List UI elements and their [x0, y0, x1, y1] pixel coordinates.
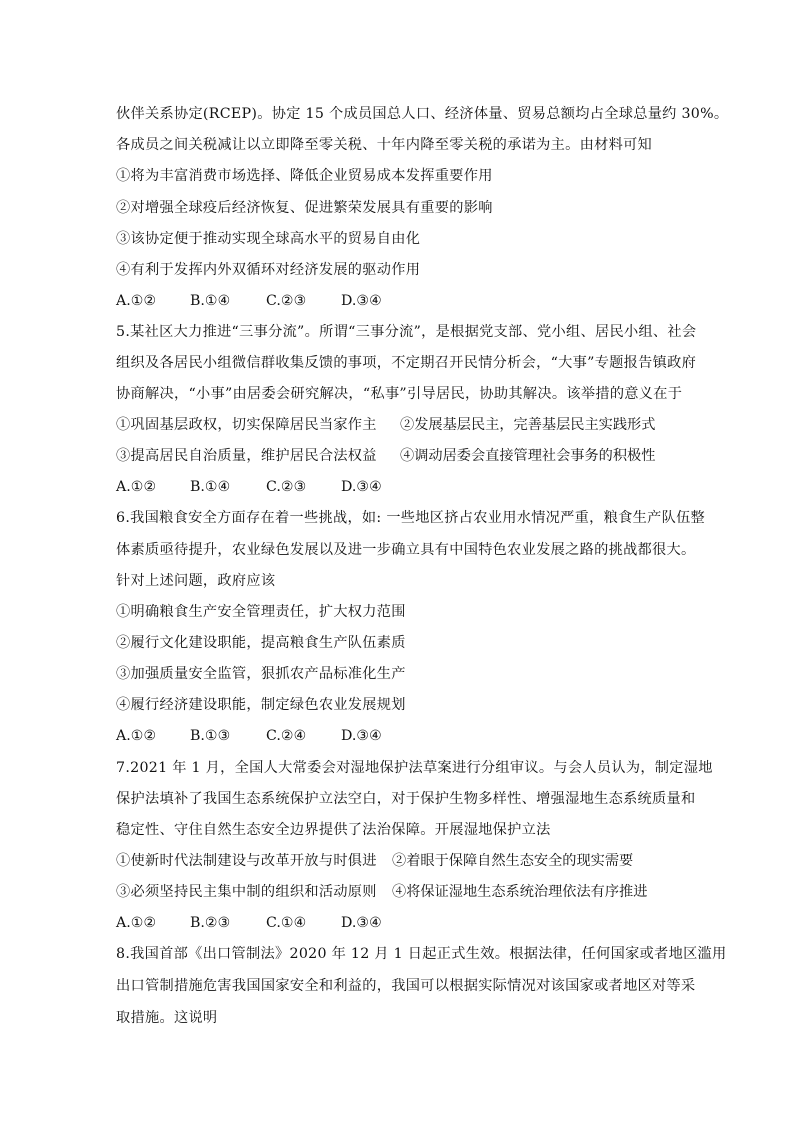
q6-stem-line-1: 6.我国粮食安全方面存在着一些挑战，如: 一些地区挤占农业用水情况严重，粮食生产队伍整 [116, 510, 706, 526]
q5-stem-line-3: 协商解决，“小事”由居委会研究解决，“私事”引导居民，协助其解决。该举措的意义在于 [116, 386, 683, 402]
answer-choice-b: B.②③ [190, 915, 231, 931]
q7-option-2: ②着眼于保障自然生态安全的现实需要 [392, 853, 634, 869]
q4-option-1: ①将为丰富消费市场选择、降低企业贸易成本发挥重要作用 [116, 168, 493, 184]
q5-option-1: ①巩固基层政权，切实保障居民当家作主 [116, 417, 377, 433]
answer-choice-a: A.①② [116, 915, 157, 931]
q6-option-1: ①明确粮食生产安全管理责任，扩大权力范围 [116, 604, 406, 620]
q7-option-3: ③必须坚持民主集中制的组织和活动原则 [116, 884, 377, 900]
answer-choice-d: D.③④ [341, 728, 382, 744]
q7-option-1: ①使新时代法制建设与改革开放与时俱进 [116, 853, 377, 869]
answer-choice-d: D.③④ [341, 293, 382, 309]
q6-option-2: ②履行文化建设职能，提高粮食生产队伍素质 [116, 635, 406, 651]
q5-stem-line-1: 5.某社区大力推进“三事分流”。所谓“三事分流”，是根据党支部、党小组、居民小组、社会 [116, 324, 697, 340]
q5-stem-line-2: 组织及各居民小组微信群收集反馈的事项，不定期召开民情分析会，“大事”专题报告镇政府 [116, 355, 697, 371]
answer-choice-a: A.①② [116, 479, 157, 495]
q5-option-2: ②发展基层民主，完善基层民主实践形式 [400, 417, 656, 433]
answer-choice-d: D.③④ [341, 479, 382, 495]
q6-option-4: ④履行经济建设职能，制定绿色农业发展规划 [116, 697, 406, 713]
answer-choice-b: B.①④ [190, 479, 231, 495]
answer-choice-b: B.①④ [190, 293, 231, 309]
answer-choice-b: B.①③ [190, 728, 231, 744]
q4-option-4: ④有利于发挥内外双循环对经济发展的驱动作用 [116, 262, 421, 278]
answer-choice-c: C.①④ [266, 915, 307, 931]
q7-stem-line-3: 稳定性、守住自然生态安全边界提供了法治保障。开展湿地保护立法 [116, 822, 551, 838]
answer-choice-a: A.①② [116, 293, 157, 309]
q7-stem-line-2: 保护法填补了我国生态系统保护立法空白，对于保护生物多样性、增强湿地生态系统质量和 [116, 791, 696, 807]
q4-option-2: ②对增强全球疫后经济恢复、促进繁荣发展具有重要的影响 [116, 200, 493, 216]
answer-choice-a: A.①② [116, 728, 157, 744]
q8-stem-line-3: 取措施。这说明 [116, 1010, 218, 1026]
q4-stem-line-1: 伙伴关系协定(RCEP)。协定 15 个成员国总人口、经济体量、贸易总额均占全球总量约 30%。 [116, 106, 729, 122]
q6-stem-line-3: 针对上述问题，政府应该 [116, 573, 276, 589]
q8-stem-line-2: 出口管制措施危害我国国家安全和利益的，我国可以根据实际情况对该国家或者地区对等采 [116, 978, 696, 994]
q6-option-3: ③加强质量安全监管，狠抓农产品标准化生产 [116, 666, 406, 682]
q5-option-4: ④调动居委会直接管理社会事务的积极性 [400, 448, 656, 464]
q8-stem-line-1: 8.我国首部《出口管制法》2020 年 12 月 1 日起正式生效。根据法律，任何国家或者地区滥用 [116, 946, 727, 962]
answer-choice-c: C.②④ [266, 728, 307, 744]
q5-option-3: ③提高居民自治质量，维护居民合法权益 [116, 448, 377, 464]
answer-choice-c: C.②③ [266, 293, 307, 309]
q7-stem-line-1: 7.2021 年 1 月，全国人大常委会对湿地保护法草案进行分组审议。与会人员认为，制定湿地 [116, 760, 713, 776]
q7-option-4: ④将保证湿地生态系统治理依法有序推进 [392, 884, 648, 900]
q6-stem-line-2: 体素质亟待提升，农业绿色发展以及进一步确立具有中国特色农业发展之路的挑战都很大。 [116, 542, 696, 558]
q4-option-3: ③该协定便于推动实现全球高水平的贸易自由化 [116, 231, 421, 247]
answer-choice-c: C.②③ [266, 479, 307, 495]
q4-stem-line-2: 各成员之间关税减让以立即降至零关税、十年内降至零关税的承诺为主。由材料可知 [116, 137, 653, 153]
answer-choice-d: D.③④ [341, 915, 382, 931]
